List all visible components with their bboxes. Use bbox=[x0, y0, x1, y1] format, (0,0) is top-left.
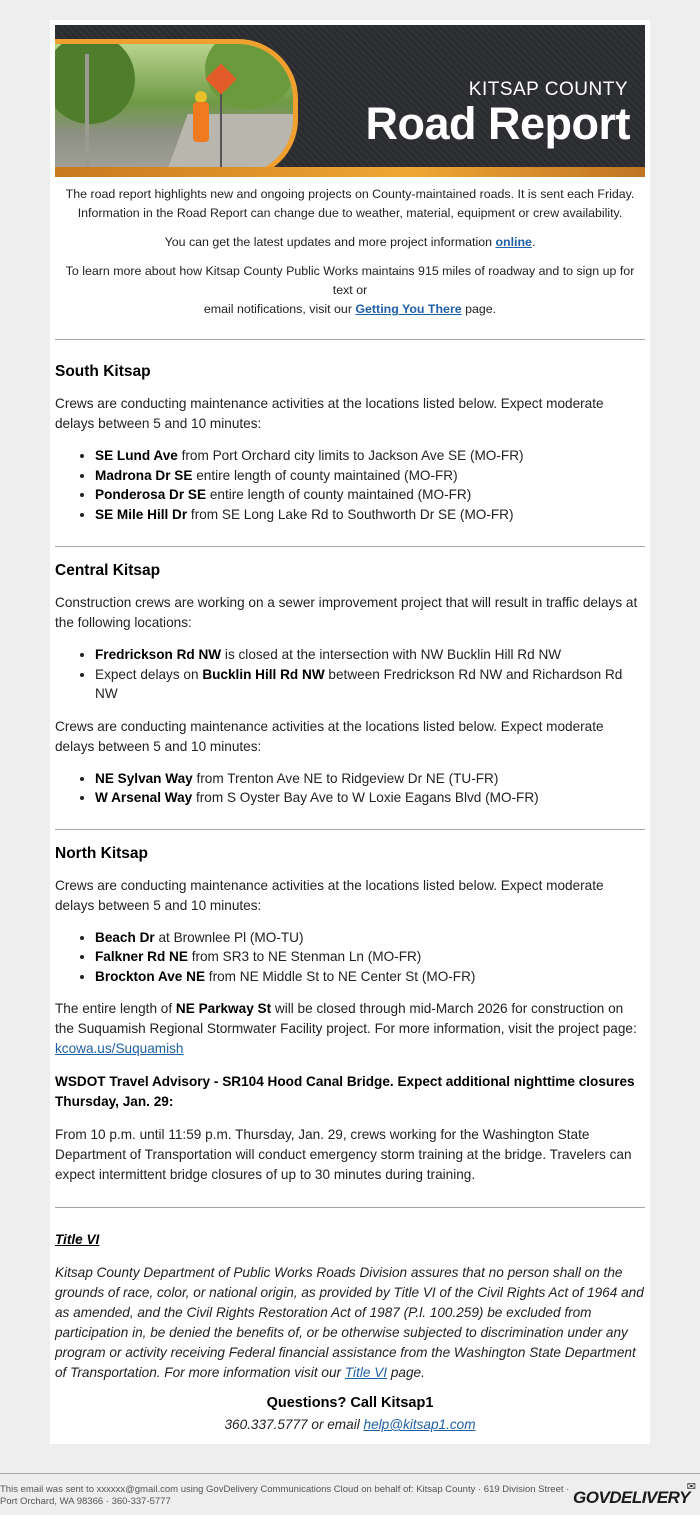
worker-graphic bbox=[193, 102, 209, 142]
wsdot-heading: WSDOT Travel Advisory - SR104 Hood Canal Bridge. Expect additional nighttime closures Thursday, Jan. 29: bbox=[55, 1074, 635, 1109]
parkway-detail: will be closed through mid-March 2026 for construction on the Suquamish Regional Stormwater Facility project. For more information, visit the project page: bbox=[55, 1001, 637, 1036]
road-name: Brockton Ave NE bbox=[95, 968, 206, 984]
south-list bbox=[55, 446, 645, 524]
contact-line bbox=[55, 1415, 645, 1435]
road-detail: between Fredrickson Rd NW and Richardson Rd NW bbox=[95, 666, 623, 701]
road-detail: entire length of county maintained (MO-FR) bbox=[192, 467, 458, 483]
list-item bbox=[95, 446, 645, 466]
wsdot-body: From 10 p.m. until 11:59 p.m. Thursday, Jan. 29, crews working for the Washington State Department of Transportation will conduct emergency storm training at the bridge. Travelers can expect intermittent bridge closures of up to 30 minutes during training. bbox=[55, 1127, 632, 1182]
list-item bbox=[95, 645, 645, 665]
road-detail: from Port Orchard city limits to Jackson Ave SE (MO-FR) bbox=[177, 448, 524, 463]
govdelivery-logo[interactable]: GOVDELIVERY bbox=[573, 1488, 690, 1507]
contact-phone: 360.337.5777 or email bbox=[224, 1417, 364, 1432]
titlevi-body bbox=[55, 1263, 645, 1383]
divider bbox=[55, 829, 645, 830]
north-intro: Crews are conducting maintenance activities at the locations listed below. Expect moderate delays between 5 and 10 minutes: bbox=[55, 877, 604, 913]
parkway-paragraph bbox=[55, 999, 645, 1059]
signpole-graphic bbox=[220, 89, 222, 169]
central-list-1 bbox=[55, 645, 645, 704]
learn-suffix: page. bbox=[461, 302, 497, 316]
road-name: SE Mile Hill Dr bbox=[95, 506, 188, 522]
list-item bbox=[95, 665, 645, 704]
road-name: NE Parkway St bbox=[175, 1001, 272, 1016]
learn-text: To learn more about how Kitsap County Public Works maintains 915 miles of roadway and to sign up for text or bbox=[65, 264, 635, 297]
north-list bbox=[55, 928, 645, 987]
intro-updates bbox=[55, 233, 645, 252]
road-name: W Arsenal Way bbox=[95, 790, 193, 805]
list-item bbox=[95, 967, 645, 987]
list-item bbox=[95, 947, 645, 967]
list-item bbox=[95, 466, 645, 486]
south-heading: South Kitsap bbox=[55, 363, 151, 380]
envelope-icon: ✉ bbox=[686, 1481, 696, 1493]
divider bbox=[55, 339, 645, 340]
intro-learn bbox=[55, 262, 645, 319]
list-item bbox=[95, 788, 645, 808]
road-name: Beach Dr bbox=[95, 929, 155, 945]
road-detail: entire length of county maintained (MO-FR) bbox=[206, 487, 472, 502]
titlevi-link[interactable]: Title VI bbox=[344, 1365, 388, 1380]
north-heading: North Kitsap bbox=[55, 844, 148, 862]
intro-block bbox=[55, 185, 645, 319]
updates-text: You can get the latest updates and more project information bbox=[164, 235, 496, 249]
list-item bbox=[95, 928, 645, 948]
contact-heading: Questions? Call Kitsap1 bbox=[266, 1395, 434, 1411]
road-detail: from SR3 to NE Stenman Ln (MO-FR) bbox=[187, 949, 422, 964]
online-link[interactable]: online bbox=[495, 235, 532, 249]
south-intro: Crews are conducting maintenance activities at the locations listed below. Expect moderate delays between 5 and 10 minutes: bbox=[55, 396, 604, 431]
road-name: Bucklin Hill Rd NW bbox=[202, 666, 325, 682]
titlevi-text: Kitsap County Department of Public Works Roads Division assures that no person shall on the grounds of race, color, or national origin, as provided by Title VI of the Civil Rights Act of 1964 and as amended, and the Civil Rights Restoration Act of 1987 (P.l. 100.259) be excluded from participation in, be denied the benefits of, or be otherwise subjected to discrimination under any program or activity receiving Federal financial assistance from the Washington State Department of Transportation. For more information visit our bbox=[55, 1265, 644, 1380]
list-item bbox=[95, 485, 645, 505]
email-link[interactable]: help@kitsap1.com bbox=[363, 1417, 476, 1432]
intro-line-2: Information in the Road Report can change due to weather, material, equipment or crew availability. bbox=[77, 206, 623, 220]
road-detail: from S Oyster Bay Ave to W Loxie Eagans Blvd (MO-FR) bbox=[192, 790, 539, 805]
central-intro: Construction crews are working on a sewer improvement project that will result in traffic delays at the following locations: bbox=[55, 595, 638, 630]
suquamish-link[interactable]: kcowa.us/Suquamish bbox=[55, 1041, 184, 1056]
getting-you-there-link[interactable]: Getting You There bbox=[355, 302, 462, 316]
divider bbox=[55, 546, 645, 547]
divider bbox=[55, 1207, 645, 1208]
road-detail: from NE Middle St to NE Center St (MO-FR) bbox=[205, 968, 476, 984]
banner-title: Road Report bbox=[365, 98, 630, 149]
banner-county: KITSAP COUNTY bbox=[468, 79, 628, 100]
main-content bbox=[55, 180, 645, 1435]
pole-graphic bbox=[85, 54, 89, 177]
road-name: Ponderosa Dr SE bbox=[95, 487, 207, 502]
titlevi-suffix: page. bbox=[387, 1365, 425, 1380]
road-detail: is closed at the intersection with NW Bucklin Hill Rd NW bbox=[221, 647, 562, 662]
intro-line-1: The road report highlights new and ongoing projects on County-maintained roads. It is sent each Friday. bbox=[65, 187, 635, 201]
footer-text: This email was sent to xxxxxx@gmail.com using GovDelivery Communications Cloud on behalf of: Kitsap County · 619 Division Street · Port Orchard, WA 98366 · 360-337-5777 bbox=[0, 1484, 570, 1507]
road-name: Falkner Rd NE bbox=[95, 949, 188, 964]
footer-divider bbox=[0, 1473, 700, 1474]
road-detail: at Brownlee Pl (MO-TU) bbox=[154, 929, 304, 945]
road-name: Madrona Dr SE bbox=[95, 467, 193, 483]
road-name: SE Lund Ave bbox=[95, 448, 178, 463]
central-list-2 bbox=[55, 769, 645, 808]
road-prefix: Expect delays on bbox=[95, 666, 203, 682]
banner-photo bbox=[55, 39, 298, 177]
titlevi-heading: Title VI bbox=[55, 1232, 100, 1247]
road-name: Fredrickson Rd NW bbox=[95, 647, 222, 662]
parkway-prefix: The entire length of bbox=[55, 1001, 176, 1016]
email-card bbox=[50, 20, 650, 1444]
tree-graphic bbox=[55, 39, 135, 124]
central-heading: Central Kitsap bbox=[55, 562, 161, 579]
road-name: NE Sylvan Way bbox=[95, 770, 193, 786]
central-intro-2: Crews are conducting maintenance activities at the locations listed below. Expect moderate delays between 5 and 10 minutes: bbox=[55, 718, 604, 754]
list-item bbox=[95, 769, 645, 789]
header-banner bbox=[55, 25, 645, 177]
banner-strip bbox=[55, 167, 645, 177]
road-detail: from Trenton Ave NE to Ridgeview Dr NE (TU-FR) bbox=[192, 770, 499, 786]
road-detail: from SE Long Lake Rd to Southworth Dr SE (MO-FR) bbox=[187, 506, 514, 522]
list-item bbox=[95, 505, 645, 525]
updates-suffix: . bbox=[531, 235, 536, 249]
learn-text-2: email notifications, visit our bbox=[203, 302, 356, 316]
